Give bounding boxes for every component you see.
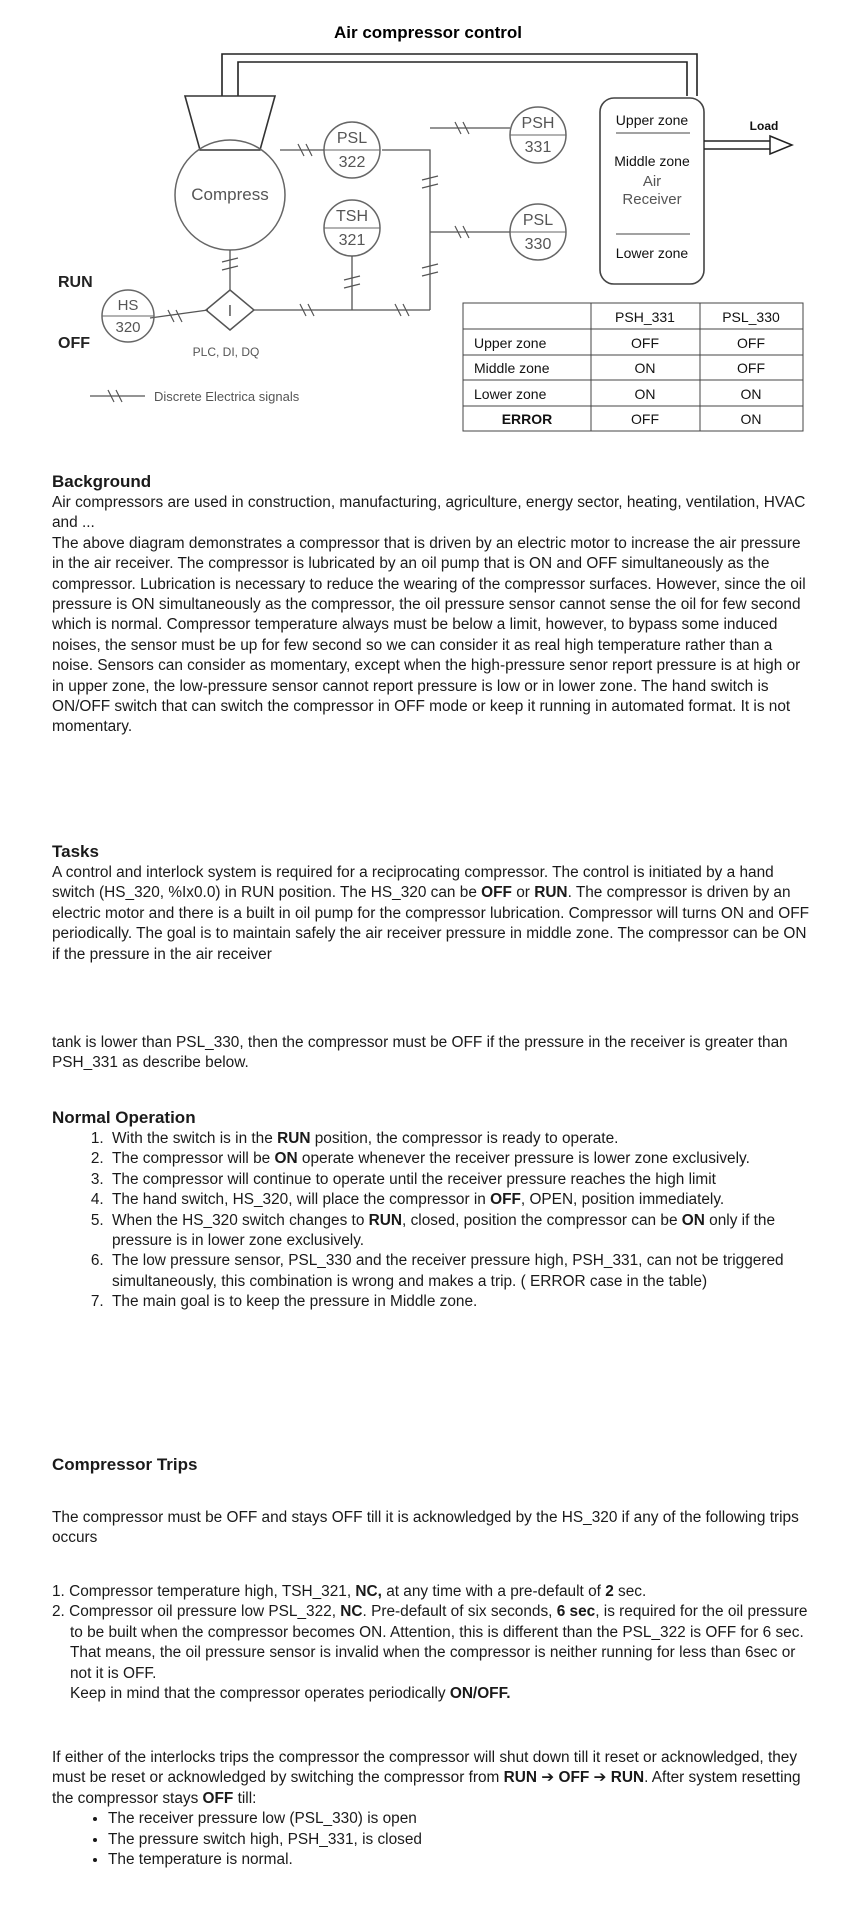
text: sec. — [613, 1583, 647, 1600]
reset-conditions-list — [52, 1809, 812, 1870]
receiver-upper: Upper zone — [615, 112, 689, 128]
bold-text: 2 — [605, 1583, 614, 1600]
text: position, the compressor is ready to operate. — [310, 1130, 619, 1147]
psh-331-bottom: 331 — [524, 139, 552, 156]
text: , closed, position the compressor can be — [402, 1211, 682, 1229]
text: The compressor will be — [112, 1150, 275, 1168]
list-item: • The temperature is normal. — [108, 1850, 812, 1870]
tasks-paragraph-2: tank is lower than PSL_330, then the compressor must be OFF if the pressure in the receiver is greater than PSH_331 as describe below. — [52, 1034, 788, 1072]
legend-label: Discrete Electrica signals — [154, 389, 300, 404]
list-item — [108, 1149, 812, 1169]
bold-text: RUN — [610, 1769, 645, 1787]
arrow-glyph: ➔ — [589, 1769, 611, 1787]
bold-text: RUN — [277, 1130, 311, 1147]
table-psl: ON — [740, 411, 762, 427]
bold-text: NC — [340, 1603, 363, 1621]
signal-lines — [150, 128, 510, 318]
text: With the switch is in the — [112, 1130, 278, 1147]
bold-text: OFF — [490, 1191, 521, 1209]
background-heading: Background — [52, 472, 152, 491]
text: or — [511, 884, 535, 902]
tsh-321-bottom: 321 — [338, 232, 366, 249]
receiver-middle: Middle zone — [614, 153, 690, 169]
tasks-section — [52, 841, 812, 965]
psl-330-bottom: 330 — [524, 236, 552, 253]
bold-text: ON — [681, 1211, 705, 1229]
psl-322-bottom: 322 — [338, 154, 366, 171]
list-item: 6. The low pressure sensor, PSL_330 and the receiver pressure high, PSH_331, can not be triggered simultaneously, this combination is wrong and makes a trip. ( ERROR case in the table) — [108, 1251, 812, 1292]
background-paragraph-2: The above diagram demonstrates a compressor that is driven by an electric motor to increase the air pressure in the air receiver. The compressor is lubricated by an oil pump that is ON and OFF simultaneously as the compressor. Lubrication is necessary to reduce the wearing of the compressor surfaces. However, since the oil pressure is ON simultaneously as the compressor, the oil pressure sensor cannot sense the oil for few second which is normal. Compressor temperature always must be below a limit, however, to bypass some induced noises, the sensor must be up for few second so we can consider it as real high temperature rather than a noise. Sensors can consider as momentary, except when the high-pressure senor report pressure is at high or in upper zone, the low-pressure sensor cannot report pressure is low or in lower zone. The hand switch is ON/OFF switch that can switch the compressor in OFF mode or keep it running in automated format. It is not momentary. — [52, 534, 806, 736]
list-item: 3. The compressor will continue to operate until the receiver pressure reaches the high limit — [108, 1170, 812, 1190]
list-item — [108, 1211, 812, 1252]
text: . After system resetting the compressor stays — [52, 1769, 801, 1807]
trips-intro-block — [52, 1508, 812, 1549]
bold-text: OFF — [481, 884, 512, 902]
off-label: OFF — [58, 335, 90, 352]
diagram-title: Air compressor control — [334, 23, 522, 42]
psh-331-top: PSH — [521, 115, 555, 132]
top-pipe — [222, 54, 697, 96]
tasks-continuation — [52, 1033, 812, 1074]
trips-heading: Compressor Trips — [52, 1455, 198, 1474]
tasks-paragraph-1 — [52, 863, 812, 965]
text: Keep in mind that the compressor operates periodically — [70, 1685, 450, 1703]
normal-operation-section — [52, 1107, 812, 1313]
table-zone: Middle zone — [474, 360, 550, 376]
text: . The compressor is driven by an electric motor and there is a built in oil pump for the compressor lubrication. Compressor will turns ON and OFF periodically. The goal is to maintain safely the air receiver pressure in middle zone. The compressor can be ON if the pressure in the air receiver — [52, 884, 809, 963]
air-receiver — [600, 98, 704, 284]
table-psh: ON — [634, 386, 656, 402]
text: only if the pressure is in lower zone exclusively. — [112, 1211, 776, 1250]
plc-label: PLC, DI, DQ — [192, 345, 260, 359]
legend — [90, 389, 300, 404]
text: If either of the interlocks trips the compressor the compressor will shut down till it reset or acknowledged, they must be reset or acknowledged by switching the compressor from — [52, 1749, 798, 1787]
compressor-funnel — [185, 96, 275, 150]
compress-label: Compress — [191, 185, 269, 204]
text: at any time with a pre-default of — [381, 1583, 606, 1600]
tasks-heading: Tasks — [52, 842, 99, 861]
table-zone: Lower zone — [474, 386, 547, 402]
interlock-symbol: I — [227, 303, 233, 320]
bold-text: 6 sec — [556, 1603, 596, 1621]
psl-322-top: PSL — [336, 130, 368, 147]
receiver-name: Receiver — [622, 191, 682, 208]
trips-intro: The compressor must be OFF and stays OFF till it is acknowledged by the HS_320 if any of the following trips occurs — [52, 1509, 799, 1547]
table-psh: OFF — [631, 411, 659, 427]
trips-heading-block — [52, 1454, 812, 1476]
list-item — [108, 1190, 812, 1210]
table-psl: OFF — [737, 335, 765, 351]
receiver-lower: Lower zone — [615, 245, 689, 261]
text: , OPEN, position immediately. — [520, 1191, 725, 1209]
table-zone-error: ERROR — [501, 411, 553, 427]
normal-operation-heading: Normal Operation — [52, 1108, 196, 1127]
text: When the HS_320 switch changes to — [112, 1211, 369, 1229]
reset-paragraph — [52, 1748, 812, 1809]
list-item — [108, 1129, 812, 1149]
list-item: • The receiver pressure low (PSL_330) is open — [108, 1809, 812, 1829]
bold-text: RUN — [368, 1211, 403, 1229]
load-label: Load — [749, 119, 779, 133]
tsh-321-top: TSH — [336, 208, 368, 225]
trip-item-2 — [52, 1602, 812, 1684]
background-section — [52, 471, 812, 738]
bold-text: RUN — [534, 884, 568, 902]
table-psh: ON — [634, 360, 656, 376]
run-label: RUN — [58, 274, 93, 291]
bold-text: NC, — [355, 1583, 382, 1600]
arrow-glyph: ➔ — [537, 1769, 559, 1787]
list-item: • The pressure switch high, PSH_331, is closed — [108, 1830, 812, 1850]
text: operate whenever the receiver pressure is lower zone exclusively. — [297, 1150, 750, 1168]
normal-operation-list — [52, 1129, 812, 1313]
table-psl: ON — [740, 386, 762, 402]
trips-list-block — [52, 1582, 812, 1704]
trip-item-1 — [52, 1582, 812, 1602]
receiver-air: Air — [642, 173, 662, 190]
signal-hash-marks — [168, 122, 469, 322]
text: 2. Compressor oil pressure low PSL_322, — [52, 1603, 341, 1621]
table-zone: Upper zone — [474, 335, 547, 351]
list-item: 7. The main goal is to keep the pressure in Middle zone. — [108, 1292, 812, 1312]
text: . Pre-default of six seconds, — [362, 1603, 557, 1621]
text: , is required for the oil pressure to be built when the compressor becomes ON. Attention, this is different than the PSL_322 is OFF for 6 sec. That means, the oil pressure sensor is invalid when the compressor is neither running for less than 6sec or not it is OFF. — [70, 1603, 808, 1682]
psl-330-top: PSL — [522, 212, 554, 229]
table-psh: OFF — [631, 335, 659, 351]
text: The hand switch, HS_320, will place the compressor in — [112, 1191, 491, 1209]
table-psl: OFF — [737, 360, 765, 376]
text: 1. Compressor temperature high, TSH_321, — [52, 1583, 356, 1600]
air-compressor-diagram — [0, 0, 855, 440]
bold-text: RUN — [503, 1769, 538, 1787]
bold-text: ON — [274, 1150, 298, 1168]
trips-reset-block — [52, 1748, 812, 1870]
background-paragraph-1: Air compressors are used in construction, manufacturing, agriculture, energy sector, heating, ventilation, HVAC and ... — [52, 494, 806, 532]
bold-text: OFF — [558, 1769, 590, 1787]
text: A control and interlock system is required for a reciprocating compressor. The control is initiated by a hand switch (HS_320, %Ix0.0) in RUN position. The HS_320 can be — [52, 864, 774, 902]
bold-text: OFF — [202, 1789, 234, 1807]
text: till: — [233, 1789, 257, 1807]
table-header-psh: PSH_331 — [615, 309, 675, 325]
bold-text: ON/OFF. — [449, 1685, 511, 1703]
keep-in-mind — [52, 1684, 812, 1704]
table-header-psl: PSL_330 — [722, 309, 780, 325]
load-arrow — [704, 136, 792, 154]
hs-320-top: HS — [117, 297, 139, 314]
hs-320-bottom: 320 — [115, 319, 141, 336]
